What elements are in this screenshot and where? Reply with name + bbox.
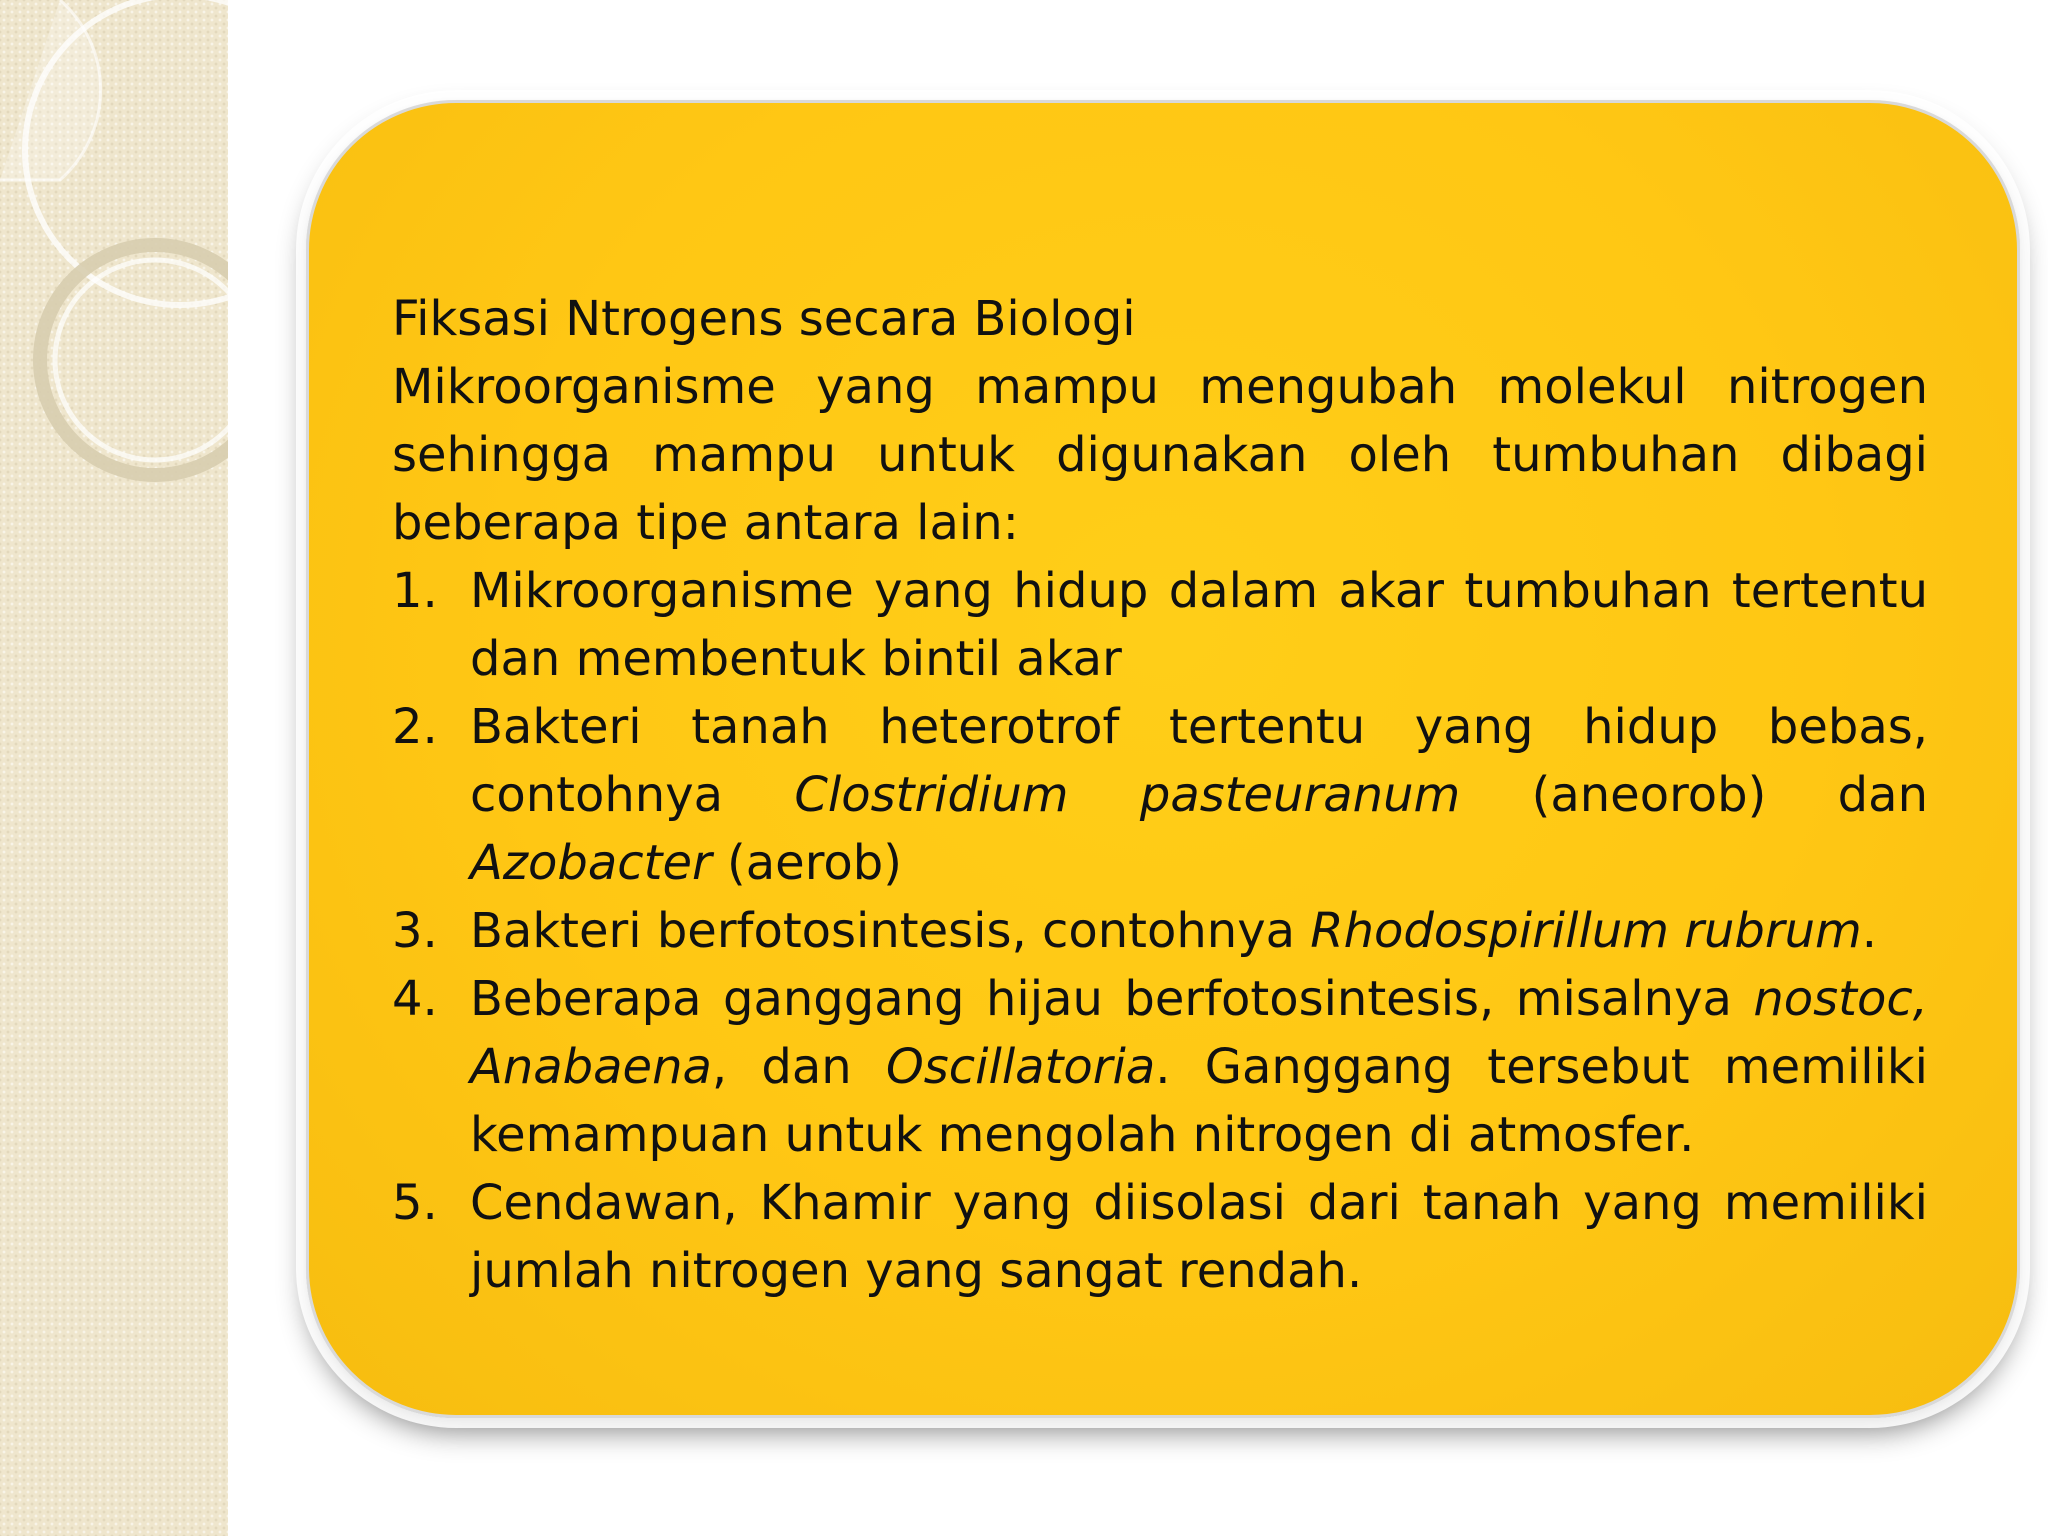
list-item — [392, 1169, 1928, 1305]
list-number: 5. — [392, 1175, 438, 1231]
species-name: nostoc, Anabaena — [470, 971, 1928, 1095]
species-name: Rhodospirillum rubrum — [1310, 903, 1862, 959]
decorative-side-panel — [0, 0, 228, 1536]
list-item — [392, 693, 1928, 897]
list-item — [392, 965, 1928, 1169]
list-item — [392, 557, 1928, 693]
list-item-text: Mikroorganisme yang hidup dalam akar tumbuhan tertentu dan membentuk bintil akar — [470, 563, 1928, 687]
decorative-circles — [0, 0, 228, 1536]
list-number: 3. — [392, 903, 438, 959]
text-segment: Beberapa ganggang hijau berfotosintesis, misalnya — [470, 971, 1754, 1027]
slide-title: Fiksasi Ntrogens secara Biologi — [392, 291, 1136, 347]
slide-content — [392, 285, 1928, 1305]
text-segment: . — [1861, 903, 1878, 959]
list-item-text — [470, 965, 1928, 1169]
intro-paragraph: Mikroorganisme yang mampu mengubah molekul nitrogen sehingga mampu untuk digunakan oleh tumbuhan dibagi beberapa tipe antara lain: — [392, 359, 1928, 551]
species-name: Clostridium pasteuranum — [794, 767, 1461, 823]
species-name: Azobacter — [470, 835, 712, 891]
list-item-text — [470, 693, 1928, 897]
list-item-text — [470, 897, 1928, 965]
text-segment: . Ganggang tersebut memiliki kemampuan untuk mengolah nitrogen di atmosfer. — [470, 1039, 1929, 1163]
text-segment: (aerob) — [711, 835, 902, 891]
organism-list — [392, 557, 1928, 1305]
text-segment: Bakteri berfotosintesis, contohnya — [470, 903, 1311, 959]
list-item — [392, 897, 1928, 965]
list-number: 4. — [392, 971, 438, 1027]
list-number: 1. — [392, 563, 438, 619]
species-name: Oscillatoria — [885, 1039, 1156, 1095]
text-segment: (aneorob) dan — [1460, 767, 1928, 823]
text-segment: Bakteri tanah heterotrof tertentu yang hidup bebas, contohnya — [470, 699, 1928, 823]
text-segment: , dan — [711, 1039, 886, 1095]
list-item-text: Cendawan, Khamir yang diisolasi dari tanah yang memiliki jumlah nitrogen yang sangat rendah. — [470, 1175, 1928, 1299]
list-number: 2. — [392, 699, 438, 755]
